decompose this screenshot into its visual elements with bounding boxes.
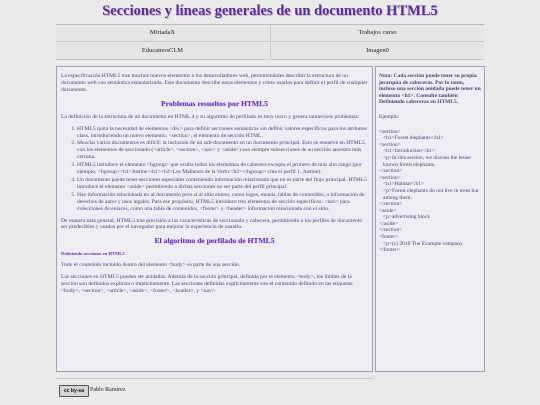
page-footer <box>56 378 373 401</box>
nav-item-miriadax[interactable]: MiriadaX <box>56 25 269 42</box>
problems-intro: La definición de la estructura de un documento en HTML 4 y su algoritmo de perfilado es muy tosco y genera numerosos problemas: <box>61 113 360 120</box>
body-paragraph: Todo el contenido incluido dentro del elemento <body> es parte de una sección. <box>61 262 241 269</box>
summary-paragraph: De manera más general, HTML5 trae precisión a las características de seccionado y cabecera, permitiendo a los perfiles de documento ser predecibles y usados por el navegador para mejorar la experiencia de usuario. <box>61 217 363 231</box>
nav-item-trabajos-curso[interactable]: Trabajos curso <box>270 25 484 42</box>
code-line: </section> <box>379 168 403 175</box>
heading-defining-sections: Definiendo secciones en HTML5 <box>61 251 125 257</box>
example-label: Ejemplo: <box>379 113 400 120</box>
intro-paragraph: La especificación HTML5 trae muchos nuevos elementos a los desarrolladores web, permitiéndoles describir la estructura de un documento web con semántica estandarizada. Este documento describe estos elementos y cómo usarlos para definir el perfil de cualquier documento. <box>61 73 368 93</box>
heading-algorithm: El algoritmo de perfilado de HTML5 <box>154 236 275 246</box>
code-line: <h1>Forest elephants</h1> <box>383 135 444 142</box>
code-line: </section> <box>379 201 403 208</box>
code-line: <section> <box>379 141 401 148</box>
code-line: <footer> <box>379 234 399 241</box>
creative-commons-icon[interactable] <box>59 385 89 397</box>
code-line: <h1>Habitat</h1> <box>383 181 425 188</box>
code-line: <section> <box>379 174 401 181</box>
problems-list <box>61 126 368 213</box>
note-text: Nota: Cada sección puede tener su propia jerarquía de cabeceras. Por lo tanto, incluso una sección anidada puede tener un elemento <h1>. Consulte también Definiendo cabeceras en HTML5. <box>379 73 481 106</box>
top-navigation <box>56 24 484 61</box>
heading-problems: Problemas resueltos por HTML5 <box>161 98 268 108</box>
code-line: <p>In this section, we discuss the lesser known forest elephants. <box>383 154 472 168</box>
author-name: Pablo Ramírez <box>90 387 126 393</box>
code-line: <p>(c) 2010 The Example company <box>383 240 463 247</box>
code-line: </section> <box>379 227 403 234</box>
list-item: 5. Hay información relacionada no al documento pero sí al sitio entero, como logos, menús, tablas de contenidos, o información de derechos de autor y usos legales. Para ese propósito, HTML5 introduce tres elementos de sección específicos: <nav> para colecciones de enlaces, como una tabla de contenidos, <footer> y <header> información relacionada con el sitio. <box>77 192 368 213</box>
code-line: <p>advertising block <box>383 214 430 221</box>
list-item: 2. Mezclar varios documentos es difícil: la inclusión de un sub-documento en un documento principal. Esto se resuelve en HTML5 con los elementos de seccionado (<article>, <section>, <nav> y <aside>) son siempre subsecciones de su sección ancestra más cercana. <box>77 140 368 161</box>
code-line: </footer> <box>379 247 400 254</box>
code-line: <aside> <box>379 207 397 214</box>
sidebar-note <box>375 66 485 372</box>
list-item: 4. Un documento puede tener secciones especiales conteniendo información relacionada que no es parte del flujo principal. HTML5 introduce el elemento <aside> permitiendo a dichas secciones no ser parte del perfil principal. <box>77 177 368 191</box>
nav-item-imagen0[interactable]: Imagen0 <box>270 43 484 60</box>
code-line: <section> <box>379 128 401 135</box>
list-item: 1. HTML5 quita la necesidad de elementos <div> para definir secciones semánticas sin definir valores específicos para los atributos class, introduciendo un nuevo elemento, <section>, el elemento de sección HTML. <box>77 126 368 140</box>
main-content <box>56 66 373 372</box>
license-badge-label: cc by-sa <box>63 388 84 394</box>
page-title: Secciones y líneas generales de un documento HTML5 <box>102 3 438 19</box>
code-example <box>379 129 481 254</box>
nav-item-educamosclm[interactable]: EducamosCLM <box>56 43 269 60</box>
code-line: </aside> <box>379 220 399 227</box>
code-line: <p>Forest elephants do not live in trees but among them. <box>383 187 479 201</box>
list-item: 3. HTML5 introduce el elemento <hgroup> que oculta todos los elementos de cabecera excepto el primero de más alto rango (por ejemplo, <hgroup><h1>Justine</h1><h2>Les Malheurs de la Vertu</h2></hgroup> crea el perfil 1. Justine). <box>77 162 368 176</box>
sections-paragraph: Las secciones en HTML5 pueden ser anidadas. Además de la sección principal, definida por el elemento <body>, los límites de la sección son definidos explícita o implícitamente. Las secciones definidas explícitamente son el contenido definido en las etiquetas <body>, <section>, <article>, <aside>, <footer>, <header>, y <nav>. <box>61 274 353 295</box>
code-line: <h1>Introduction</h1> <box>383 148 436 155</box>
